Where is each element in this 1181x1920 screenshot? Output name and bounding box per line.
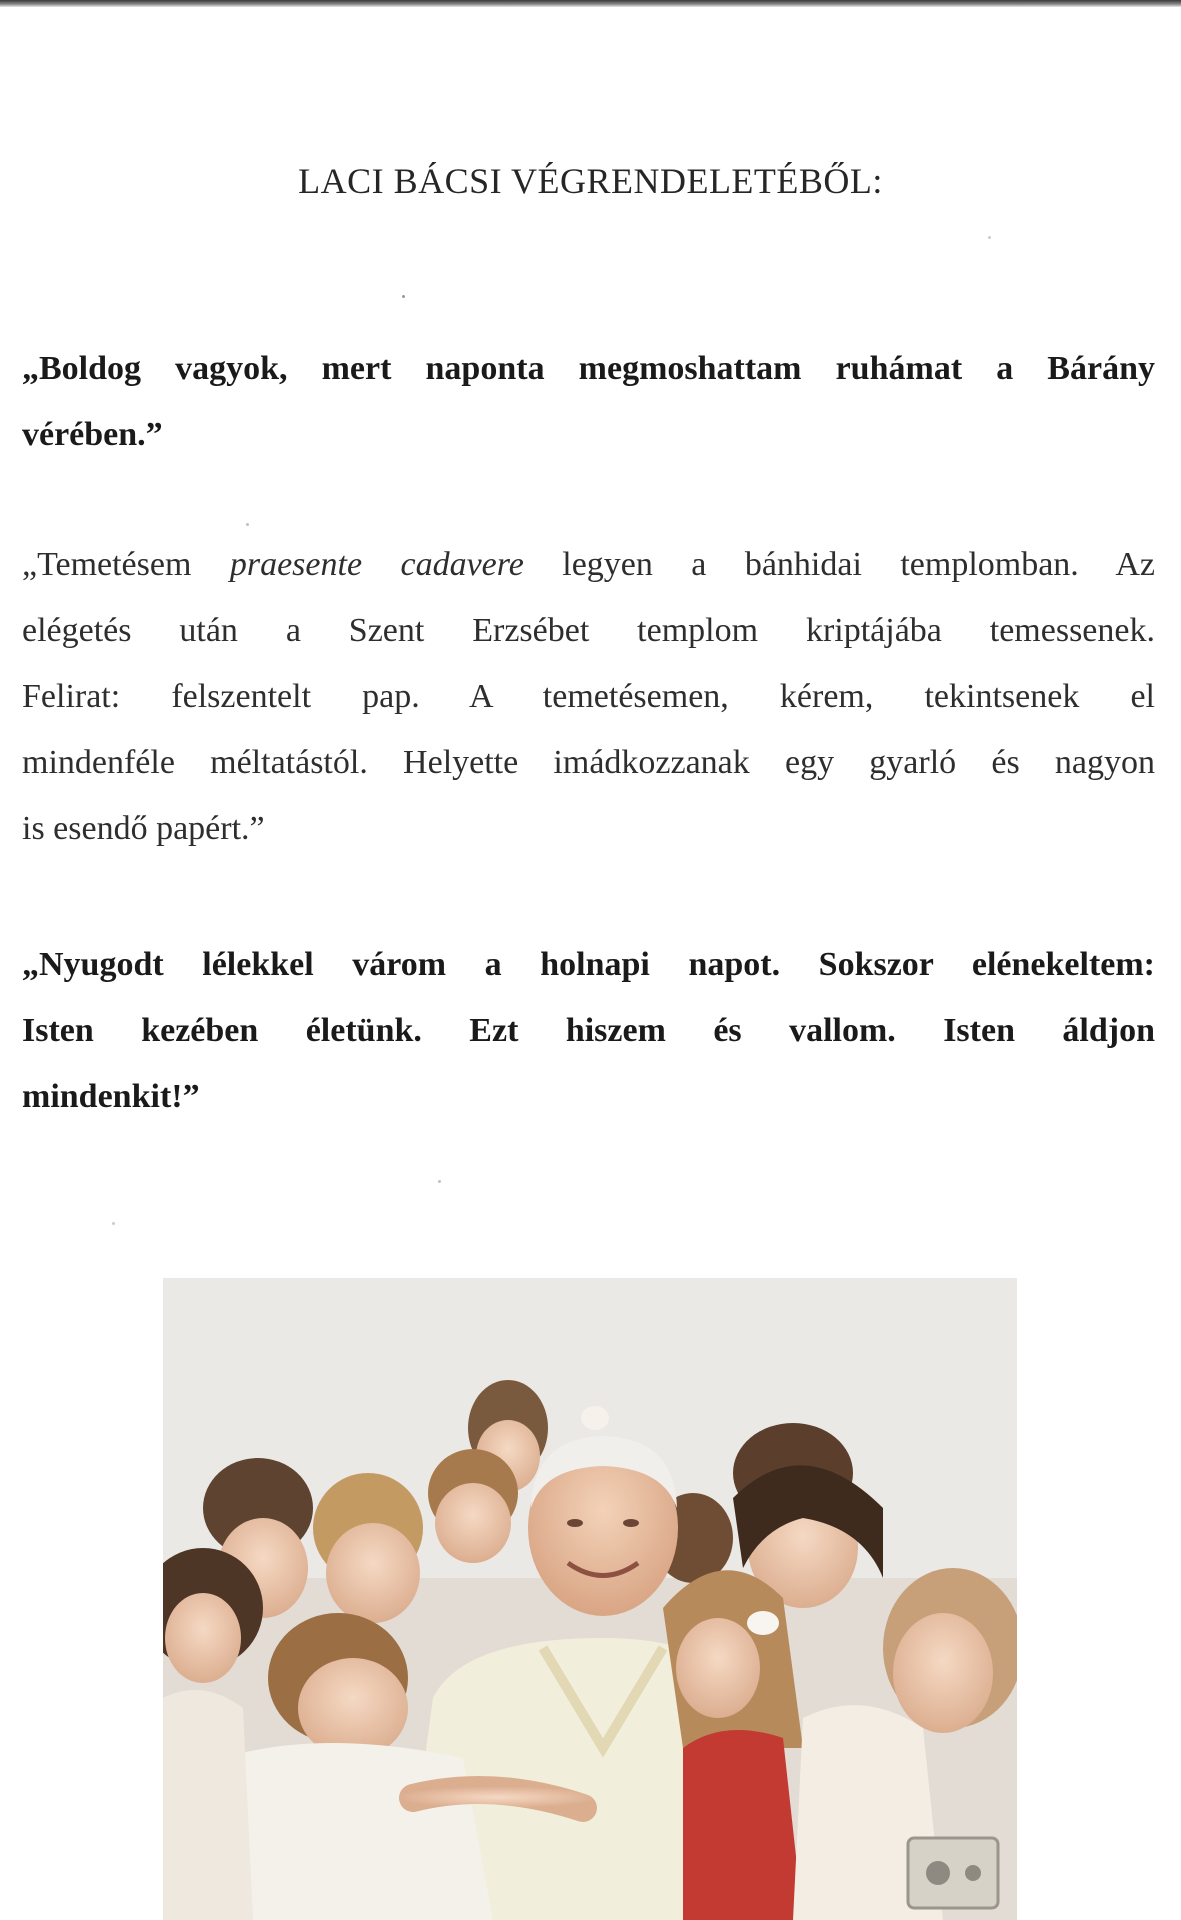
quote-line: mindenkit!” bbox=[22, 1078, 200, 1115]
photo-illustration bbox=[163, 1278, 1017, 1920]
quote-line: is esendő papért.” bbox=[22, 810, 265, 847]
quote-happiness bbox=[22, 336, 1155, 468]
quote-line: „Nyugodt lélekkel várom a holnapi napot. Sokszor elénekeltem: bbox=[22, 946, 1155, 983]
quote-line: Felirat: felszentelt pap. A temetésemen, kérem, tekintsenek el bbox=[22, 678, 1155, 715]
scan-speck bbox=[402, 295, 405, 298]
quote-text: „Temetésem bbox=[22, 546, 230, 583]
scan-top-border bbox=[0, 0, 1181, 7]
quote-text: legyen a bánhidai templomban. Az bbox=[523, 546, 1156, 583]
quote-funeral bbox=[22, 532, 1155, 862]
quote-line: „Boldog vagyok, mert naponta megmoshattam ruhámat a Bárány bbox=[22, 350, 1155, 387]
scan-speck bbox=[988, 236, 991, 239]
quote-line: Isten kezében életünk. Ezt hiszem és vallom. Isten áldjon bbox=[22, 1012, 1155, 1049]
quote-line: vérében.” bbox=[22, 416, 163, 453]
latin-phrase: praesente cadavere bbox=[229, 546, 524, 583]
scan-speck bbox=[246, 523, 249, 526]
priest-with-children-photo bbox=[163, 1278, 1017, 1920]
quote-line: elégetés után a Szent Erzsébet templom kriptájába temessenek. bbox=[22, 612, 1155, 649]
quote-peace bbox=[22, 932, 1155, 1130]
scan-speck bbox=[438, 1180, 441, 1183]
page-title: LACI BÁCSI VÉGRENDELETÉBŐL: bbox=[298, 161, 883, 201]
scan-speck bbox=[112, 1222, 115, 1225]
quote-line bbox=[22, 532, 1155, 598]
quote-line: mindenféle méltatástól. Helyette imádkozzanak egy gyarló és nagyon bbox=[22, 744, 1155, 781]
